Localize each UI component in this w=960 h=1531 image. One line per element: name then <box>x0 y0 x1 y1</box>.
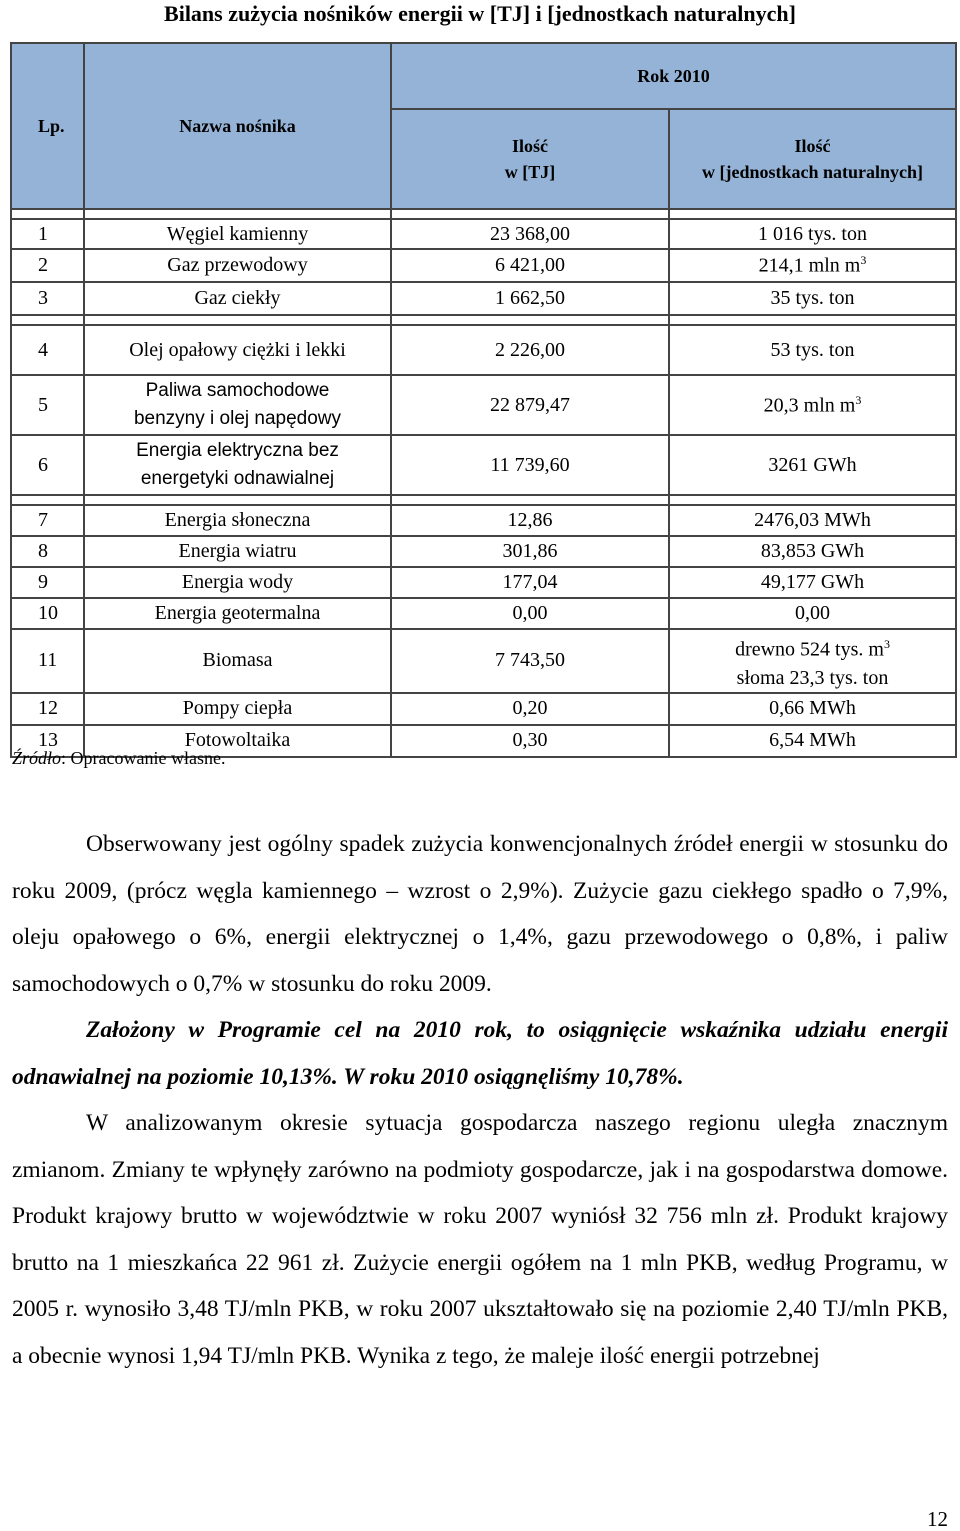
superscript: 3 <box>855 392 862 407</box>
separator-row <box>11 209 956 219</box>
row-lp: 8 <box>11 536 84 567</box>
row-lp: 6 <box>11 435 84 495</box>
row-natural: 1 016 tys. ton <box>669 219 956 249</box>
table-row <box>11 505 956 536</box>
superscript: 3 <box>883 637 890 651</box>
row-lp: 12 <box>11 693 84 725</box>
row-tj: 6 421,00 <box>391 249 669 282</box>
row-natural: 0,66 MWh <box>669 693 956 725</box>
row-natural: 3261 GWh <box>669 435 956 495</box>
header-year: Rok 2010 <box>391 43 956 109</box>
row-tj: 12,86 <box>391 505 669 536</box>
row-name: Gaz przewodowy <box>84 249 391 282</box>
table-row <box>11 249 956 282</box>
header-lp: Lp. <box>11 43 84 209</box>
row-tj: 23 368,00 <box>391 219 669 249</box>
header-natural-line1: Ilość <box>794 136 831 156</box>
header-natural-line2: w [jednostkach naturalnych] <box>701 162 924 182</box>
row-natural <box>669 375 956 435</box>
row-name: Węgiel kamienny <box>84 219 391 249</box>
row-natural <box>669 629 956 693</box>
row-name: Biomasa <box>84 629 391 693</box>
row-lp: 10 <box>11 598 84 629</box>
row-tj: 0,00 <box>391 598 669 629</box>
row-tj: 7 743,50 <box>391 629 669 693</box>
row-tj: 22 879,47 <box>391 375 669 435</box>
table-source <box>12 747 225 769</box>
row-natural: 83,853 GWh <box>669 536 956 567</box>
row-lp: 13 <box>11 725 84 757</box>
table-row <box>11 567 956 598</box>
paragraph-renewable-target: Założony w Programie cel na 2010 rok, to osiągnięcie wskaźnika udziału energii odnawialnej na poziomie 10,13%. W roku 2010 osiągnęliśmy 10,78%. <box>12 1017 948 1090</box>
row-tj: 1 662,50 <box>391 282 669 315</box>
table-row <box>11 219 956 249</box>
table-row <box>11 282 956 315</box>
separator-row <box>11 315 956 325</box>
page-number: 12 <box>927 1507 948 1531</box>
row-name-line1: Paliwa samochodowe <box>145 380 330 401</box>
row-natural: 2476,03 MWh <box>669 505 956 536</box>
row-natural: 49,177 GWh <box>669 567 956 598</box>
table-row <box>11 629 956 693</box>
source-label: Źródło <box>12 748 62 768</box>
table-row <box>11 536 956 567</box>
row-natural: 6,54 MWh <box>669 725 956 757</box>
table-row <box>11 598 956 629</box>
row-name-line2: energetyki odnawialnej <box>140 468 335 489</box>
header-tj-line1: Ilość <box>512 136 548 156</box>
row-lp: 9 <box>11 567 84 598</box>
row-name: Pompy ciepła <box>84 693 391 725</box>
row-lp: 3 <box>11 282 84 315</box>
row-tj: 2 226,00 <box>391 325 669 375</box>
separator-row <box>11 495 956 505</box>
row-name: Olej opałowy ciężki i lekki <box>84 325 391 375</box>
row-natural-text: 20,3 mln m <box>763 394 856 417</box>
row-name: Energia geotermalna <box>84 598 391 629</box>
row-natural-text: 214,1 mln m <box>758 254 861 277</box>
paragraph-economy: W analizowanym okresie sytuacja gospodarcza naszego regionu uległa znacznym zmianom. Zmiany te wpłynęły zarówno na podmioty gospodarcze, jak i na gospodarstwa domowe. Produkt krajowy brutto w województwie w roku 2007 wyniósł 32 756 mln zł. Produkt krajowy brutto na 1 mieszkańca 22 961 zł. Zużycie energii ogółem na 1 mln PKB, według Programu, w 2005 r. wynosiło 3,48 TJ/mln PKB, w roku 2007 ukształtowało się na poziomie 2,40 TJ/mln PKB, a obecnie wynosi 1,94 TJ/mln PKB. Wynika z tego, że maleje ilość energii potrzebnej <box>12 1110 948 1369</box>
table-row <box>11 435 956 495</box>
row-lp: 2 <box>11 249 84 282</box>
row-tj: 301,86 <box>391 536 669 567</box>
row-name: Energia słoneczna <box>84 505 391 536</box>
row-lp: 4 <box>11 325 84 375</box>
row-lp: 7 <box>11 505 84 536</box>
row-lp: 11 <box>11 629 84 693</box>
row-natural <box>669 249 956 282</box>
row-lp: 5 <box>11 375 84 435</box>
row-name-line1: Energia elektryczna bez <box>136 440 339 461</box>
row-name <box>84 435 391 495</box>
header-tj <box>391 109 669 209</box>
document-title: Bilans zużycia nośników energii w [TJ] i [jednostkach naturalnych] <box>164 1 796 26</box>
row-name: Energia wiatru <box>84 536 391 567</box>
row-natural: 53 tys. ton <box>669 325 956 375</box>
source-text: : Opracowanie własne. <box>61 748 226 768</box>
header-tj-line2: w [TJ] <box>504 162 556 182</box>
row-natural-line1: drewno 524 tys. m <box>735 638 884 661</box>
superscript: 3 <box>860 253 867 268</box>
paragraph-consumption: Obserwowany jest ogólny spadek zużycia konwencjonalnych źródeł energii w stosunku do roku 2009, (prócz węgla kamiennego – wzrost o 2,9%). Zużycie gazu ciekłego spadło o 7,9%, oleju opałowego o 6%, energii elektrycznej o 1,4%, gazu przewodowego o 0,8%, i paliw samochodowych o 0,7% w stosunku do roku 2009. <box>12 831 948 997</box>
row-name: Energia wody <box>84 567 391 598</box>
table-row <box>11 325 956 375</box>
header-name: Nazwa nośnika <box>84 43 391 209</box>
row-tj: 11 739,60 <box>391 435 669 495</box>
row-natural: 0,00 <box>669 598 956 629</box>
row-natural-line2: słoma 23,3 tys. ton <box>736 666 889 689</box>
row-name-line2: benzyny i olej napędowy <box>133 408 342 429</box>
energy-balance-table <box>10 42 957 758</box>
row-natural: 35 tys. ton <box>669 282 956 315</box>
row-name <box>84 375 391 435</box>
row-lp: 1 <box>11 219 84 249</box>
header-natural <box>669 109 956 209</box>
row-name: Gaz ciekły <box>84 282 391 315</box>
table-row <box>11 693 956 725</box>
row-tj: 177,04 <box>391 567 669 598</box>
row-name: Fotowoltaika <box>84 725 391 757</box>
row-tj: 0,20 <box>391 693 669 725</box>
table-row <box>11 375 956 435</box>
row-tj: 0,30 <box>391 725 669 757</box>
